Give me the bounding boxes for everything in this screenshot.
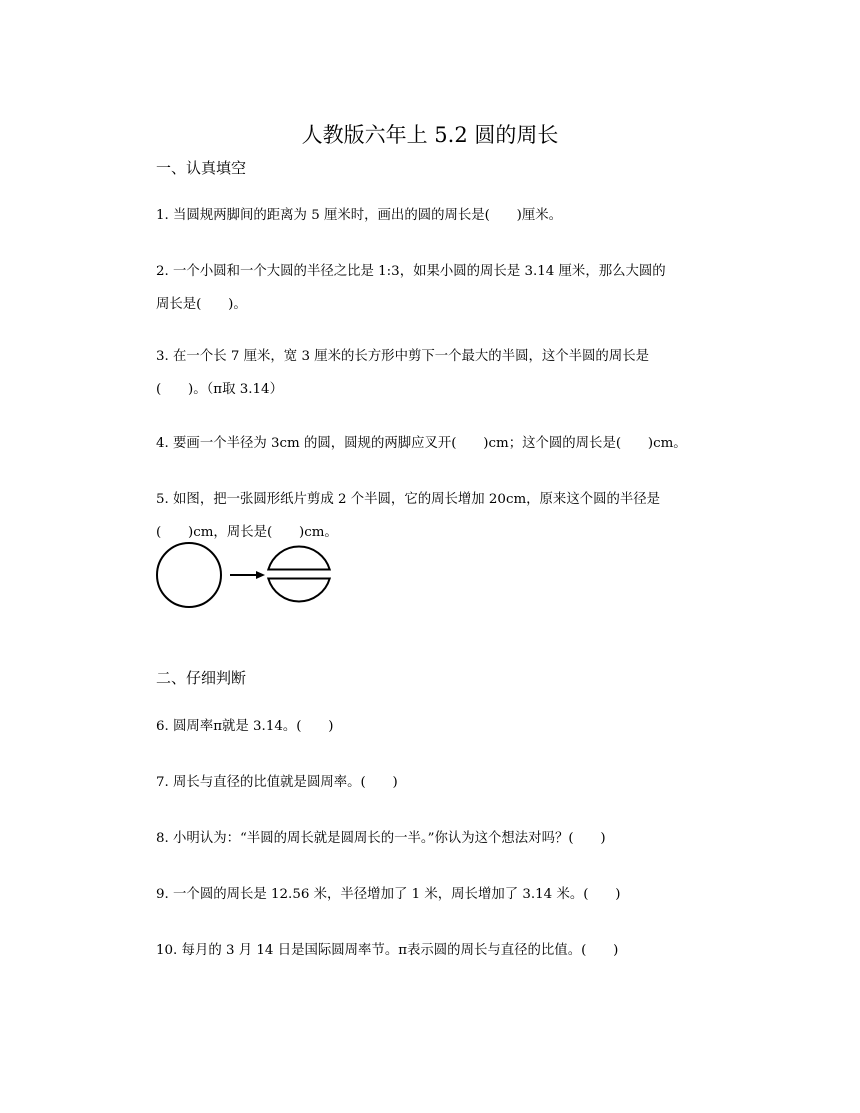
- question-6: [156, 710, 333, 743]
- arrow-right-icon: [230, 571, 265, 579]
- question-5-line-2: ( )cm，周长是( )cm。: [156, 525, 338, 540]
- question-2-line-2: 周长是( )。: [156, 297, 247, 312]
- question-10-line-1: 10. 每月的 3 月 14 日是国际圆周率节。π表示圆的周长与直径的比值。( ): [156, 943, 619, 958]
- circle-cut-figure-svg: [152, 538, 352, 614]
- question-3-line-1: 3. 在一个长 7 厘米，宽 3 厘米的长方形中剪下一个最大的半圆，这个半圆的周长是: [156, 349, 649, 364]
- split-circle-icon: [268, 547, 329, 602]
- question-9-line-1: 9. 一个圆的周长是 12.56 米，半径增加了 1 米，周长增加了 3.14 米。( ): [156, 887, 621, 902]
- question-7-line-1: 7. 周长与直径的比值就是圆周率。( ): [156, 775, 398, 790]
- question-4: [156, 427, 687, 460]
- question-3-line-2: ( )。（π取 3.14）: [156, 382, 283, 397]
- question-9: [156, 878, 620, 911]
- question-3: [156, 340, 649, 406]
- section-heading-judge: 二、仔细判断: [156, 669, 247, 687]
- question-7: [156, 766, 398, 799]
- question-8-line-1: 8. 小明认为：“半圆的周长就是圆周长的一半。”你认为这个想法对吗？( ): [156, 831, 606, 846]
- question-2-line-1: 2. 一个小圆和一个大圆的半径之比是 1:3，如果小圆的周长是 3.14 厘米，那么大圆的: [156, 264, 666, 279]
- question-5-line-1: 5. 如图，把一张圆形纸片剪成 2 个半圆，它的周长增加 20cm，原来这个圆的半径是: [156, 492, 661, 507]
- question-1: [156, 199, 562, 232]
- question-2: [156, 255, 666, 321]
- whole-circle-icon: [157, 543, 221, 607]
- question-10: [156, 934, 618, 967]
- question-1-line-1: 1. 当圆规两脚间的距离为 5 厘米时，画出的圆的周长是( )厘米。: [156, 208, 563, 223]
- circle-cut-figure: [152, 538, 352, 618]
- page-title: 人教版六年上 5.2 圆的周长: [301, 123, 559, 147]
- question-8: [156, 822, 606, 855]
- section-heading-fill-blank: 一、认真填空: [156, 159, 247, 177]
- question-4-line-1: 4. 要画一个半径为 3cm 的圆，圆规的两脚应叉开( )cm；这个圆的周长是( )cm。: [156, 436, 687, 451]
- question-6-line-1: 6. 圆周率π就是 3.14。( ): [156, 719, 334, 734]
